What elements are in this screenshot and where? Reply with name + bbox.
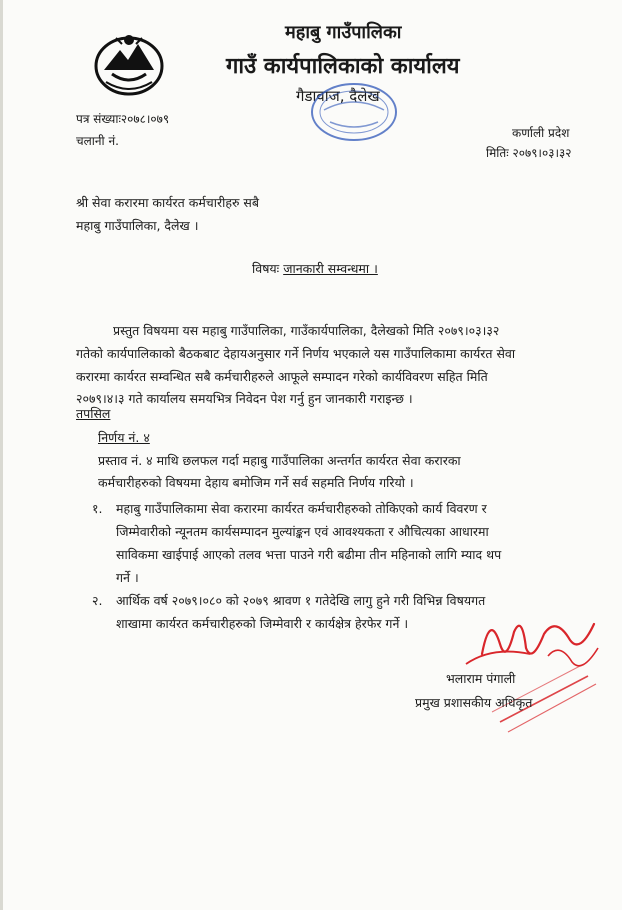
item-1-line-4: गर्ने ।: [116, 570, 139, 585]
province-name: कर्णाली प्रदेश: [512, 126, 570, 140]
letter-date: मितिः २०७९।०३।३२: [486, 146, 572, 160]
signatory-name: भलाराम पंगाली: [446, 671, 516, 686]
office-name: गाउँ कार्यपालिकाको कार्यालय: [226, 54, 460, 79]
subject-text: जानकारी सम्वन्धमा ।: [283, 261, 378, 276]
letter-reference-number: पत्र संख्याः२०७८।०७९: [76, 112, 170, 126]
office-address: गैडावाज, दैलेख: [296, 87, 380, 105]
nepal-emblem-icon: [92, 30, 166, 98]
tapasil-heading: तपसिल: [76, 406, 111, 421]
paragraph-line-3: करारमा कार्यरत सम्वन्धित सबै कर्मचारीहरुले आफूले सम्पादन गरेको कार्यविवरण सहित मिति: [76, 369, 488, 384]
paragraph-line-4: २०७९।४।३ गते कार्यालय समयभित्र निवेदन पेश गर्नु हुन जानकारी गराइन्छ ।: [76, 391, 413, 406]
municipality-name: महाबु गाउँपालिका: [285, 22, 402, 43]
proposal-line-1: प्रस्ताव नं. ४ माथि छलफल गर्दा महाबु गाउँपालिका अन्तर्गत कार्यरत सेवा करारका: [98, 453, 461, 468]
subject-label: विषयः: [252, 261, 280, 276]
scan-edge: [0, 0, 3, 910]
office-seal-stamp: [302, 80, 398, 144]
item-1-line-1: महाबु गाउँपालिकामा सेवा करारमा कार्यरत कर्मचारीहरुको तोकिएको कार्य विवरण र: [116, 501, 487, 516]
item-number: २.: [92, 593, 103, 608]
decision-number: निर्णय नं. ४: [98, 430, 150, 445]
item-2-line-2: शाखामा कार्यरत कर्मचारीहरुको जिम्मेवारी र कार्यक्षेत्र हेरफेर गर्ने ।: [116, 616, 409, 631]
proposal-line-2: कर्मचारीहरुको विषयमा देहाय बमोजिम गर्ने सर्व सहमति निर्णय गरियो ।: [98, 475, 414, 490]
recipient-line-1: श्री सेवा करारमा कार्यरत कर्मचारीहरु सबै: [76, 195, 259, 210]
signatory-title: प्रमुख प्रशासकीय अधिकृत: [415, 695, 533, 710]
item-1-line-3: साविकमा खाईपाई आएको तलव भत्ता पाउने गरी बढीमा तीन महिनाको लागि म्याद थप: [116, 547, 502, 562]
subject-line: [252, 257, 378, 280]
item-2-line-1: आर्थिक वर्ष २०७९।०८० को २०७९ श्रावण १ गतेदेखि लागु हुने गरी विभिन्न विषयगत: [116, 593, 486, 608]
item-number: १.: [92, 501, 103, 516]
paragraph-line-2: गतेको कार्यपालिकाको बैठकबाट देहायअनुसार गर्ने निर्णय भएकाले यस गाउँपालिकामा कार्यरत सेवा: [76, 346, 516, 361]
recipient-line-2: महाबु गाउँपालिका, दैलेख ।: [76, 218, 199, 233]
paragraph-line-1: प्रस्तुत विषयमा यस महाबु गाउँपालिका, गाउँकार्यपालिका, दैलेखको मिति २०७९।०३।३२: [113, 323, 500, 338]
dispatch-number: चलानी नं.: [76, 134, 119, 148]
item-1-line-2: जिम्मेवारीको न्यूनतम कार्यसम्पादन मुल्यांङ्कन एवं आवश्यकता र औचित्यका आधारमा: [116, 524, 489, 539]
